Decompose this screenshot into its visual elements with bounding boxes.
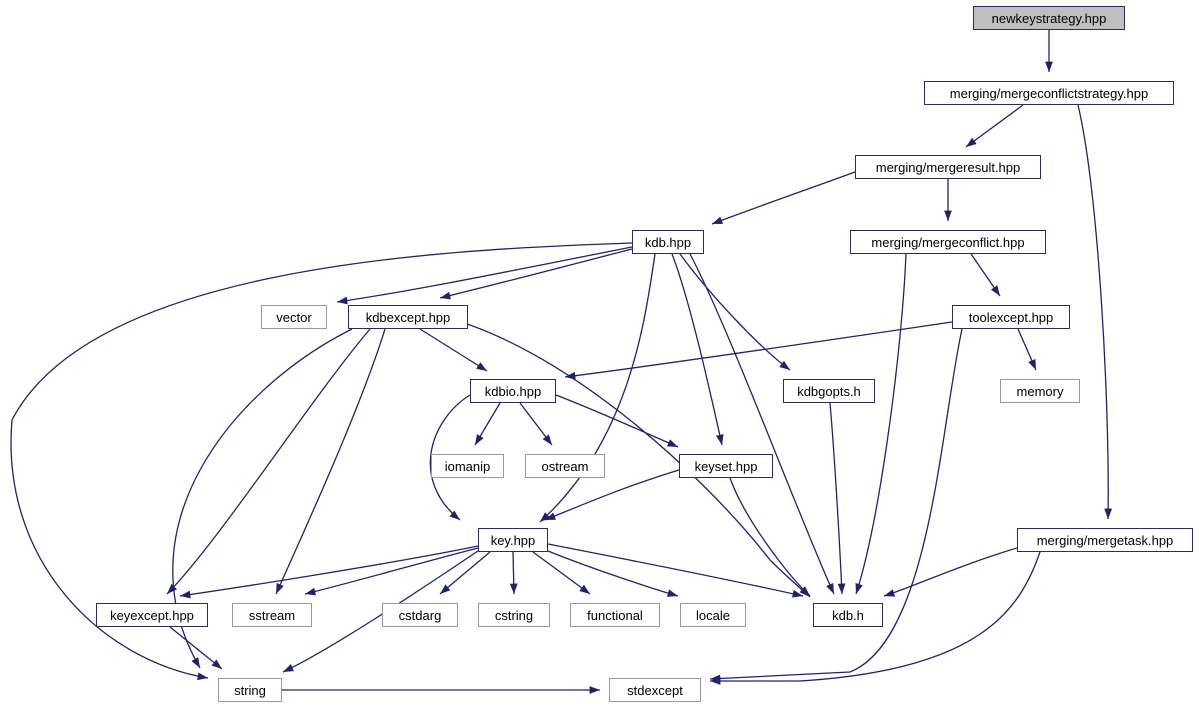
node-label: iomanip	[444, 458, 491, 474]
node-mergetask-hpp[interactable]	[1017, 528, 1193, 552]
node-label: vector	[276, 309, 312, 325]
node-iomanip[interactable]	[431, 454, 504, 478]
node-label: string	[234, 682, 266, 698]
node-mergeconflictstrategy-hpp[interactable]	[924, 81, 1174, 105]
node-label: memory	[1016, 383, 1064, 399]
node-key-hpp[interactable]	[478, 528, 548, 552]
node-keyset-hpp[interactable]	[679, 454, 773, 478]
node-vector[interactable]	[261, 305, 327, 329]
node-label: kdb.h	[832, 607, 864, 623]
node-mergeconflict-hpp[interactable]	[850, 230, 1046, 254]
node-newkeystrategy-hpp[interactable]	[973, 6, 1125, 30]
node-label: keyset.hpp	[694, 458, 758, 474]
node-label: toolexcept.hpp	[968, 309, 1054, 325]
node-label: sstream	[248, 607, 296, 623]
node-label: locale	[696, 607, 730, 623]
node-label: merging/mergeconflictstrategy.hpp	[949, 85, 1149, 101]
node-label: merging/mergeconflict.hpp	[871, 234, 1025, 250]
node-label: key.hpp	[490, 532, 536, 548]
node-label: kdb.hpp	[644, 234, 692, 250]
node-cstdarg[interactable]	[382, 603, 458, 627]
node-kdbgopts-h[interactable]	[783, 379, 875, 403]
node-label: kdbio.hpp	[484, 383, 542, 399]
node-string[interactable]	[218, 678, 282, 702]
node-mergeresult-hpp[interactable]	[855, 155, 1041, 179]
node-label: cstring	[494, 607, 534, 623]
node-functional[interactable]	[570, 603, 660, 627]
node-sstream[interactable]	[232, 603, 312, 627]
node-label: ostream	[541, 458, 589, 474]
node-label: kdbexcept.hpp	[365, 309, 451, 325]
node-keyexcept-hpp[interactable]	[96, 603, 208, 627]
node-ostream[interactable]	[525, 454, 605, 478]
node-label: keyexcept.hpp	[110, 607, 194, 623]
node-label: merging/mergetask.hpp	[1036, 532, 1174, 548]
node-memory[interactable]	[1000, 379, 1080, 403]
node-label: newkeystrategy.hpp	[991, 10, 1107, 26]
node-label: functional	[587, 607, 643, 623]
node-kdbio-hpp[interactable]	[470, 379, 556, 403]
node-locale[interactable]	[680, 603, 746, 627]
node-kdbexcept-hpp[interactable]	[348, 305, 468, 329]
node-label: merging/mergeresult.hpp	[875, 159, 1021, 175]
node-cstring[interactable]	[478, 603, 550, 627]
node-kdb-hpp[interactable]	[632, 230, 704, 254]
node-label: kdbgopts.h	[797, 383, 861, 399]
node-label: stdexcept	[627, 682, 683, 698]
node-toolexcept-hpp[interactable]	[952, 305, 1070, 329]
node-stdexcept[interactable]	[609, 678, 701, 702]
node-kdb-h[interactable]	[813, 603, 883, 627]
node-label: cstdarg	[398, 607, 442, 623]
